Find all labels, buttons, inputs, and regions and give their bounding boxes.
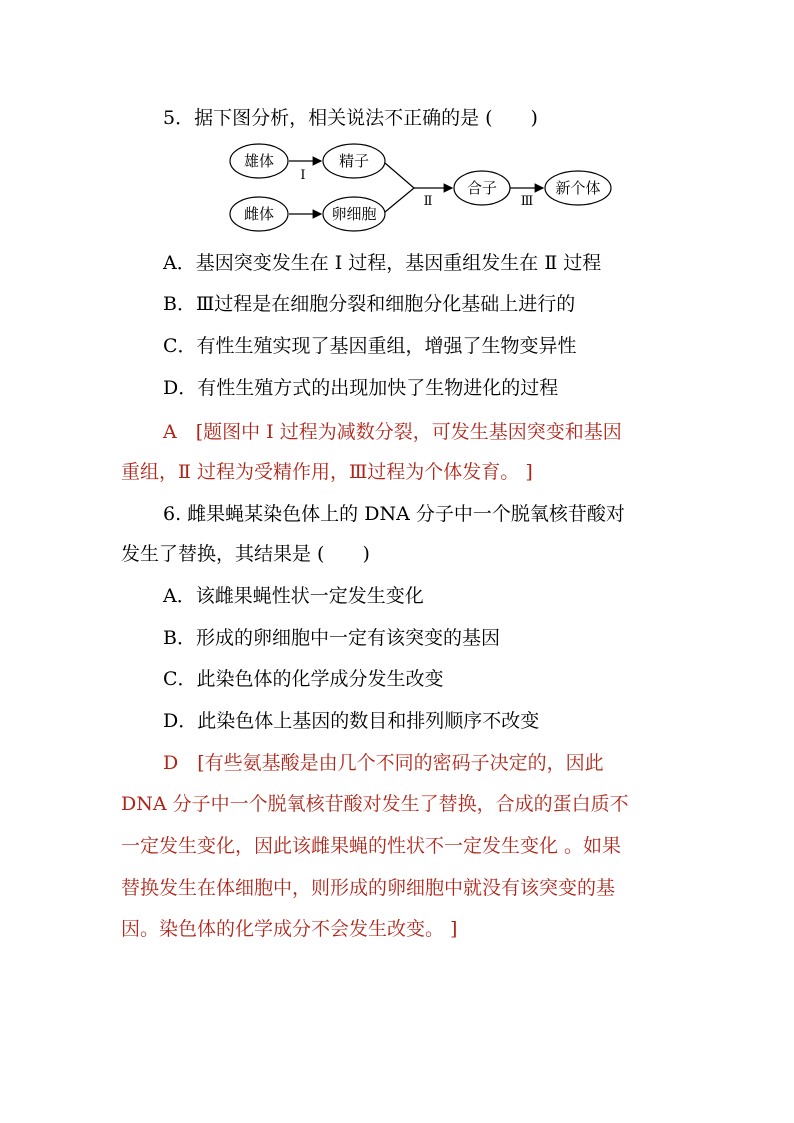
label-new-individual: 新个体 xyxy=(555,179,601,197)
reproduction-flow-diagram xyxy=(228,142,618,234)
q5-answer-line-1: A [题图中 Ⅰ 过程为减数分裂，可发生基因突变和基因 xyxy=(163,421,622,443)
q5-option-b: B．Ⅲ过程是在细胞分裂和细胞分化基础上进行的 xyxy=(163,293,576,315)
q6-answer-line-4: 替换发生在体细胞中，则形成的卵细胞中就没有该突变的基 xyxy=(121,877,616,899)
label-egg: 卵细胞 xyxy=(331,205,377,223)
process-label-3: Ⅲ xyxy=(520,194,534,209)
q6-answer-line-2: DNA 分子中一个脱氧核苷酸对发生了替换，合成的蛋白质不 xyxy=(121,793,629,815)
label-male: 雄体 xyxy=(243,152,275,170)
label-zygote: 合子 xyxy=(466,179,498,197)
q5-option-c: C．有性生殖实现了基因重组，增强了生物变异性 xyxy=(163,335,577,357)
label-sperm: 精子 xyxy=(338,152,370,170)
line-egg-join xyxy=(385,188,414,212)
q6-option-d: D．此染色体上基因的数目和排列顺序不改变 xyxy=(163,710,540,732)
q5-stem: 5．据下图分析，相关说法不正确的是 ( ) xyxy=(163,107,538,129)
q5-answer-line-2: 重组，Ⅱ 过程为受精作用，Ⅲ过程为个体发育。 ] xyxy=(121,461,533,483)
q6-stem-line-2: 发生了替换，其结果是 ( ) xyxy=(121,543,370,565)
q6-option-c: C．此染色体的化学成分发生改变 xyxy=(163,668,444,690)
q6-answer-line-1: D [有些氨基酸是由几个不同的密码子决定的，因此 xyxy=(163,752,604,774)
process-label-2: Ⅱ xyxy=(423,194,433,209)
q5-option-d: D．有性生殖方式的出现加快了生物进化的过程 xyxy=(163,377,559,399)
q6-answer-line-5: 因。染色体的化学成分不会发生改变。 ] xyxy=(121,918,458,940)
q6-answer-line-3: 一定发生变化，因此该雌果蝇的性状不一定发生变化 。如果 xyxy=(121,835,622,857)
process-label-1: Ⅰ xyxy=(300,168,306,183)
q6-stem-line-1: 6. 雌果蝇某染色体上的 DNA 分子中一个脱氧核苷酸对 xyxy=(163,503,625,525)
label-female: 雌体 xyxy=(243,205,275,223)
q5-option-a: A．基因突变发生在 Ⅰ 过程，基因重组发生在 Ⅱ 过程 xyxy=(163,252,602,274)
q6-option-b: B．形成的卵细胞中一定有该突变的基因 xyxy=(163,627,500,649)
q6-option-a: A．该雌果蝇性状一定发生变化 xyxy=(163,585,424,607)
line-sperm-join xyxy=(385,163,414,188)
